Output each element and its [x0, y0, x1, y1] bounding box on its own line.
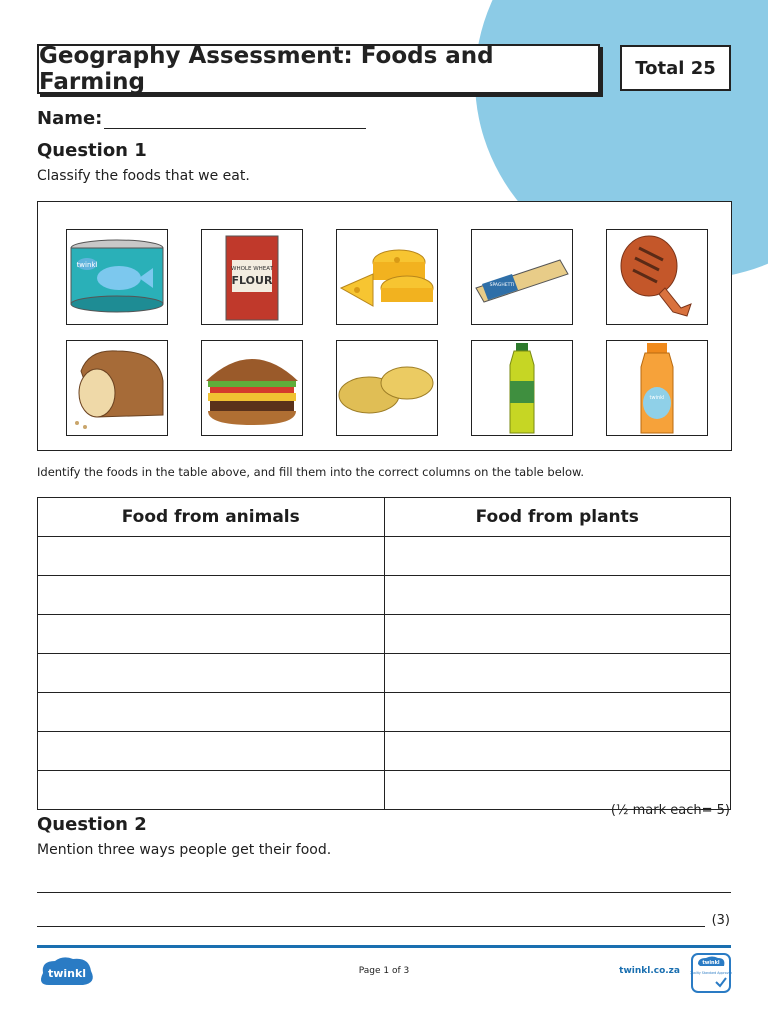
- food-classification-table: [37, 497, 731, 810]
- badge-text: Quality Standard Approved: [690, 971, 732, 975]
- cheese-icon: [336, 229, 438, 325]
- answer-cell-plants[interactable]: [384, 576, 731, 615]
- answer-cell-plants[interactable]: [384, 732, 731, 771]
- table-row: [38, 654, 731, 693]
- logo-text: twinkl: [47, 967, 87, 980]
- table-row: [38, 576, 731, 615]
- answer-cell-animals[interactable]: [38, 693, 385, 732]
- answer-cell-animals[interactable]: [38, 654, 385, 693]
- answer-cell-plants[interactable]: [384, 693, 731, 732]
- spaghetti-label: SPAGHETTI: [489, 283, 515, 288]
- answer-cell-plants[interactable]: [384, 771, 731, 810]
- question-1-instruction: Identify the foods in the table above, and fill them into the correct columns on the table below.: [37, 465, 585, 479]
- table-row: [38, 537, 731, 576]
- table-row: [38, 732, 731, 771]
- column-header-plants: Food from plants: [384, 498, 731, 537]
- page-title-box: [37, 44, 600, 94]
- column-header-animals: Food from animals: [38, 498, 385, 537]
- page-title: Geography Assessment: Foods and Farming: [39, 43, 494, 95]
- table-row: [38, 615, 731, 654]
- answer-cell-plants[interactable]: [384, 615, 731, 654]
- can-brand-text: twinkl: [76, 261, 98, 269]
- flour-bag-icon: [201, 229, 303, 325]
- spaghetti-packet-icon: [471, 229, 573, 325]
- answer-cell-plants[interactable]: [384, 654, 731, 693]
- potatoes-icon: [336, 340, 438, 436]
- chicken-drumstick-icon: [606, 229, 708, 325]
- footer-divider: [37, 945, 731, 948]
- answer-cell-animals[interactable]: [38, 537, 385, 576]
- table-row: [38, 771, 731, 810]
- name-input-line[interactable]: [104, 108, 366, 129]
- juice-bottle-icon: [606, 340, 708, 436]
- table-row: [38, 693, 731, 732]
- question-2-marks: (3): [711, 913, 730, 928]
- answer-cell-animals[interactable]: [38, 576, 385, 615]
- site-link[interactable]: twinkl.co.za: [619, 966, 680, 976]
- answer-cell-animals[interactable]: [38, 732, 385, 771]
- food-image-panel: [37, 201, 732, 451]
- answer-line-1[interactable]: [37, 892, 731, 893]
- bread-loaf-icon: [66, 340, 168, 436]
- answer-cell-plants[interactable]: [384, 537, 731, 576]
- question-2-heading: Question 2: [37, 814, 147, 835]
- total-marks: Total 25: [635, 57, 716, 79]
- badge-logo-text: twinkl: [702, 960, 720, 966]
- svg-text:WHOLE WHEAT: WHOLE WHEAT: [231, 266, 273, 272]
- total-marks-box: [620, 45, 731, 91]
- page-number: Page 1 of 3: [358, 966, 410, 976]
- question-2-prompt: Mention three ways people get their food.: [37, 842, 332, 858]
- answer-cell-animals[interactable]: [38, 771, 385, 810]
- question-1-prompt: Classify the foods that we eat.: [37, 168, 250, 184]
- burger-icon: [201, 340, 303, 436]
- answer-cell-animals[interactable]: [38, 615, 385, 654]
- cooking-oil-bottle-icon: [471, 340, 573, 436]
- question-1-marks: (½ mark each= 5): [610, 803, 730, 818]
- answer-line-2[interactable]: [37, 926, 705, 927]
- quality-badge-icon: [690, 952, 732, 994]
- svg-text:FLOUR: FLOUR: [231, 274, 273, 287]
- question-1-heading: Question 1: [37, 140, 147, 161]
- canned-fish-icon: [66, 229, 168, 325]
- name-label: Name:: [37, 108, 103, 129]
- name-field[interactable]: [37, 108, 366, 129]
- juice-brand-text: twinkl: [649, 395, 665, 401]
